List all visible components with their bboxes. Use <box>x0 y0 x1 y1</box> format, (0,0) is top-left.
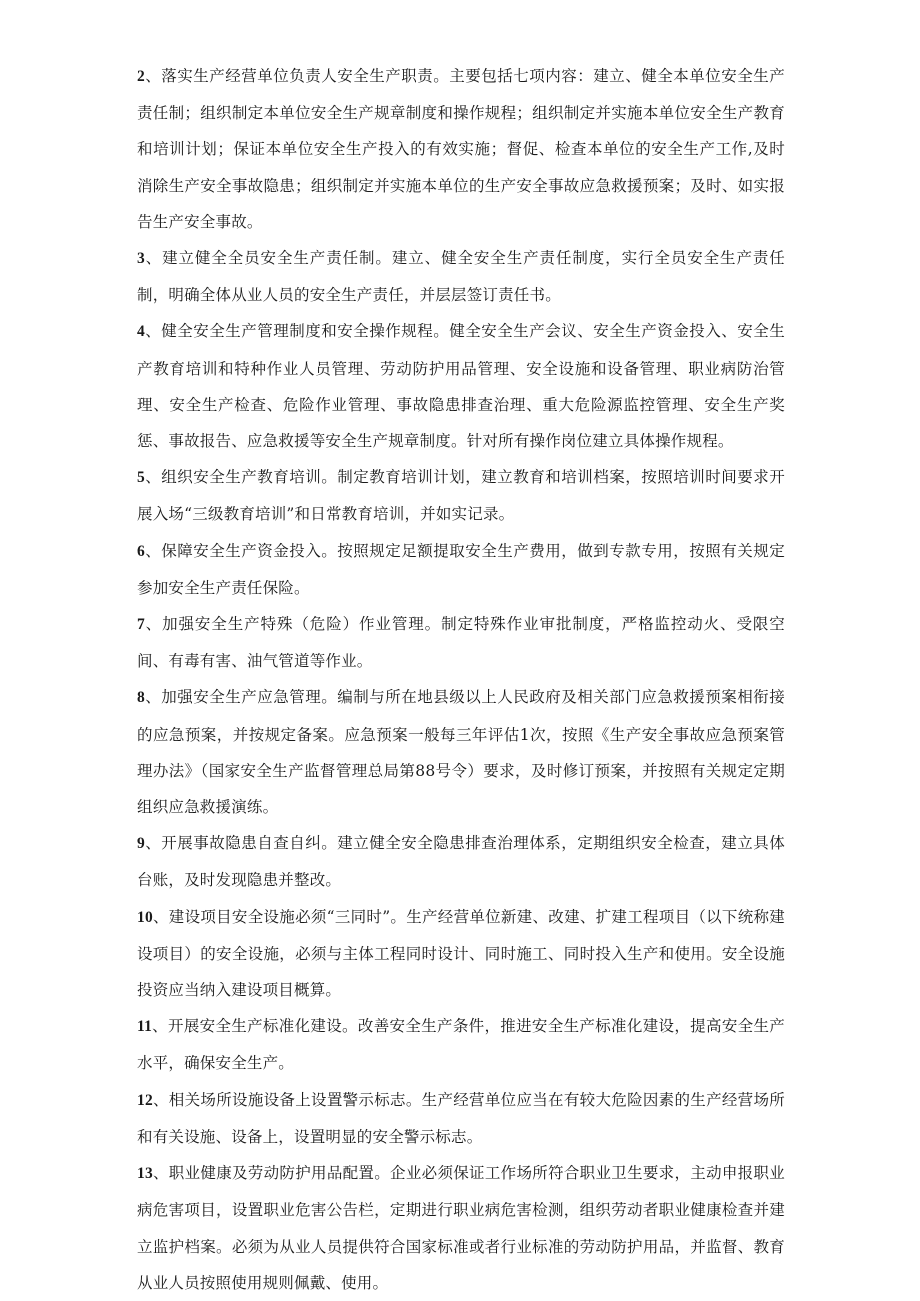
paragraph-number: 10 <box>137 908 153 926</box>
paragraph-number: 13 <box>137 1165 153 1183</box>
paragraph-11 <box>137 1008 785 1081</box>
paragraph-text: 、开展事故隐患自查自纠。建立健全安全隐患排查治理体系，定期组织安全检查，建立具体台账，及时发现隐患并整改。 <box>137 834 785 890</box>
paragraph-number: 7 <box>137 616 145 634</box>
paragraph-text: 、职业健康及劳动防护用品配置。企业必须保证工作场所符合职业卫生要求，主动申报职业病危害项目，设置职业危害公告栏，定期进行职业病危害检测，组织劳动者职业健康检查并建立监护档案。必须为从业人员提供符合国家标准或者行业标准的劳动防护用品，并监督、教育从业人员按照使用规则佩戴、使用。 <box>137 1164 785 1292</box>
paragraph-number: 2 <box>137 68 145 85</box>
paragraph-number: 5 <box>137 469 145 487</box>
paragraph-number: 8 <box>137 689 145 707</box>
paragraph-text: 、组织安全生产教育培训。制定教育培训计划，建立教育和培训档案，按照培训时间要求开展入场“三级教育培训”和日常教育培训，并如实记录。 <box>137 468 785 524</box>
paragraph-number: 11 <box>137 1018 153 1036</box>
paragraph-3 <box>137 240 785 313</box>
paragraph-9 <box>137 825 785 898</box>
paragraph-text: 、加强安全生产特殊（危险）作业管理。制定特殊作业审批制度，严格监控动火、受限空间、有毒有害、油气管道等作业。 <box>137 615 785 671</box>
paragraph-text: 、建立健全全员安全生产责任制。建立、健全安全生产责任制度，实行全员安全生产责任制，明确全体从业人员的安全生产责任，并层层签订责任书。 <box>137 249 785 305</box>
paragraph-13 <box>137 1155 785 1301</box>
paragraph-number: 4 <box>137 323 145 341</box>
paragraph-8 <box>137 679 785 825</box>
paragraph-number: 3 <box>137 250 145 268</box>
paragraph-text: 、保障安全生产资金投入。按照规定足额提取安全生产费用，做到专款专用，按照有关规定参加安全生产责任保险。 <box>137 541 785 597</box>
paragraph-text: 、健全安全生产管理制度和安全操作规程。健全安全生产会议、安全生产资金投入、安全生产教育培训和特种作业人员管理、劳动防护用品管理、安全设施和设备管理、职业病防治管理、安全生产检查、危险作业管理、事故隐患排查治理、重大危险源监控管理、安全生产奖惩、事故报告、应急救援等安全生产规章制度。针对所有操作岗位建立具体操作规程。 <box>137 322 785 451</box>
paragraph-text: 、开展安全生产标准化建设。改善安全生产条件，推进安全生产标准化建设，提高安全生产水平，确保安全生产。 <box>137 1017 785 1073</box>
paragraph-12 <box>137 1082 785 1155</box>
paragraph-text: 、落实生产经营单位负责人安全生产职责。主要包括七项内容：建立、健全本单位安全生产责任制；组织制定本单位安全生产规章制度和操作规程；组织制定并实施本单位安全生产教育和培训计划；保证本单位安全生产投入的有效实施；督促、检查本单位的安全生产工作,及时消除生产安全事故隐患；组织制定并实施本单位的生产安全事故应急救援预案；及时、如实报告生产安全事故。 <box>137 67 785 231</box>
paragraph-text: 、建设项目安全设施必须“三同时”。生产经营单位新建、改建、扩建工程项目（以下统称建设项目）的安全设施，必须与主体工程同时设计、同时施工、同时投入生产和使用。安全设施投资应当纳入建设项目概算。 <box>137 907 785 1000</box>
paragraph-4 <box>137 313 785 459</box>
paragraph-number: 9 <box>137 835 145 853</box>
paragraph-text: 、加强安全生产应急管理。编制与所在地县级以上人民政府及相关部门应急救援预案相衔接的应急预案，并按规定备案。应急预案一般每三年评估1次，按照《生产安全事故应急预案管理办法》（国家安全生产监督管理总局第88号令）要求，及时修订预案，并按照有关规定定期组织应急救援演练。 <box>137 688 785 817</box>
paragraph-10 <box>137 899 785 1009</box>
paragraph-6 <box>137 533 785 606</box>
paragraph-2 <box>137 58 785 240</box>
paragraph-7 <box>137 606 785 679</box>
paragraph-number: 12 <box>137 1091 153 1109</box>
paragraph-text: 、相关场所设施设备上设置警示标志。生产经营单位应当在有较大危险因素的生产经营场所和有关设施、设备上，设置明显的安全警示标志。 <box>137 1090 785 1146</box>
paragraph-5 <box>137 459 785 532</box>
document-body <box>137 58 785 1301</box>
paragraph-number: 6 <box>137 542 145 560</box>
